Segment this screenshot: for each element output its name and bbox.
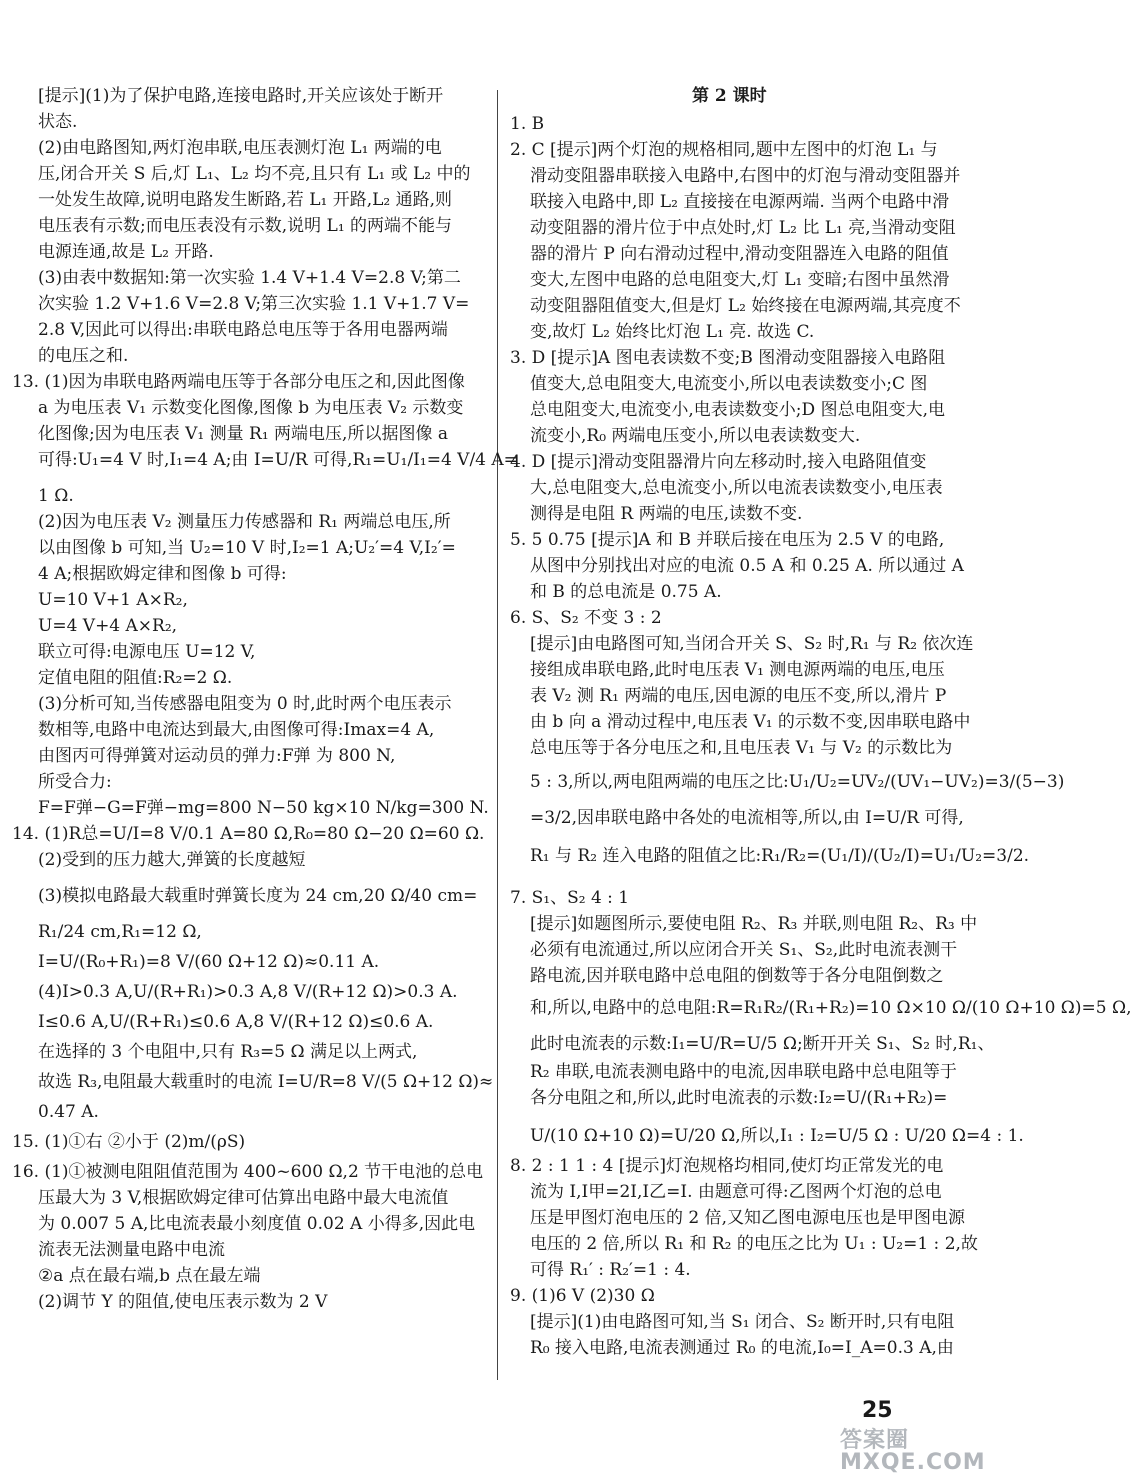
right-text-line: 7. S₁、S₂ 4 : 1 — [510, 888, 630, 908]
left-text-line: (2)调节 Y 的阻值,使电压表示数为 2 V — [38, 1292, 328, 1312]
watermark-logo: 答案圈 MXQE.COM — [840, 1428, 986, 1475]
left-text-line: U=10 V+1 A×R₂, — [38, 590, 188, 610]
left-text-line: (3)由表中数据知:第一次实验 1.4 V+1.4 V=2.8 V;第二 — [38, 268, 461, 288]
left-text-line: U=4 V+4 A×R₂, — [38, 616, 178, 636]
right-text-line: 从图中分别找出对应的电流 0.5 A 和 0.25 A. 所以通过 A — [530, 556, 964, 576]
left-text-line: I=U/(R₀+R₁)=8 V/(60 Ω+12 Ω)≈0.11 A. — [38, 952, 380, 972]
left-text-line: 流表无法测量电路中电流 — [38, 1240, 225, 1260]
right-text-line: 动变阻器的滑片位于中点处时,灯 L₂ 比 L₁ 亮,当滑动变阻 — [530, 218, 956, 238]
left-text-line: 由图丙可得弹簧对运动员的弹力:F弹 为 800 N, — [38, 746, 396, 766]
right-text-line: 3. D [提示]A 图电表读数不变;B 图滑动变阻器接入电路阻 — [510, 348, 946, 368]
left-text-line: 数相等,电路中电流达到最大,由图像可得:Imax=4 A, — [38, 720, 435, 740]
left-text-line: 0.47 A. — [38, 1102, 99, 1122]
page-footer — [820, 1394, 986, 1475]
left-text-line: ②a 点在最右端,b 点在最左端 — [38, 1266, 261, 1286]
left-text-line: 14. (1)R总=U/I=8 V/0.1 A=80 Ω,R₀=80 Ω−20 Ω=60 Ω. — [12, 824, 485, 844]
right-text-line: [提示]由电路图可知,当闭合开关 S、S₂ 时,R₁ 与 R₂ 依次连 — [530, 634, 974, 654]
right-text-line: 可得 R₁′ : R₂′=1 : 4. — [530, 1260, 691, 1280]
right-text-line: U/(10 Ω+10 Ω)=U/20 Ω,所以,I₁ : I₂=U/5 Ω : U/20 Ω=4 : 1. — [530, 1126, 1024, 1146]
left-text-line: (2)因为电压表 V₂ 测量压力传感器和 R₁ 两端总电压,所 — [38, 512, 451, 532]
right-text-line: 表 V₂ 测 R₁ 两端的电压,因电源的电压不变,所以,滑片 P — [530, 686, 947, 706]
right-text-line: 总电阻变大,电流变小,电表读数变小;D 图总电阻变大,电 — [530, 400, 945, 420]
right-text-line: 变,故灯 L₂ 始终比灯泡 L₁ 亮. 故选 C. — [530, 322, 815, 342]
right-text-line: 器的滑片 P 向右滑动过程中,滑动变阻器连入电路的阻值 — [530, 244, 949, 264]
right-text-line: 9. (1)6 V (2)30 Ω — [510, 1286, 655, 1306]
left-text-line: 13. (1)因为串联电路两端电压等于各部分电压之和,因此图像 — [12, 372, 465, 392]
left-text-line: 2.8 V,因此可以得出:串联电路总电压等于各用电器两端 — [38, 320, 448, 340]
left-text-line: 以由图像 b 可知,当 U₂=10 V 时,I₂=1 A;U₂′=4 V,I₂′= — [38, 538, 456, 558]
left-text-line: 电压表有示数;而电压表没有示数,说明 L₁ 的两端不能与 — [38, 216, 453, 236]
left-text-line: (3)分析可知,当传感器电阻变为 0 时,此时两个电压表示 — [38, 694, 452, 714]
right-text-line: 和 B 的总电流是 0.75 A. — [530, 582, 722, 602]
right-text-line: 2. C [提示]两个灯泡的规格相同,题中左图中的灯泡 L₁ 与 — [510, 140, 938, 160]
left-text-line: 故选 R₃,电阻最大载重时的电流 I=U/R=8 V/(5 Ω+12 Ω)≈ — [38, 1072, 494, 1092]
page-number: 25 — [862, 1398, 893, 1423]
left-text-line: 一处发生故障,说明电路发生断路,若 L₁ 开路,L₂ 通路,则 — [38, 190, 453, 210]
left-text-line: (2)由电路图知,两灯泡串联,电压表测灯泡 L₁ 两端的电 — [38, 138, 442, 158]
right-text-line: 各分电阻之和,所以,此时电流表的示数:I₂=U/(R₁+R₂)= — [530, 1088, 948, 1108]
left-text-line: 次实验 1.2 V+1.6 V=2.8 V;第三次实验 1.1 V+1.7 V= — [38, 294, 470, 314]
left-text-line: R₁/24 cm,R₁=12 Ω, — [38, 922, 202, 942]
right-text-line: [提示]如题图所示,要使电阻 R₂、R₃ 并联,则电阻 R₂、R₃ 中 — [530, 914, 978, 934]
left-text-line: 的电压之和. — [38, 346, 129, 366]
left-text-line: a 为电压表 V₁ 示数变化图像,图像 b 为电压表 V₂ 示数变 — [38, 398, 464, 418]
right-text-line: 5 : 3,所以,两电阻两端的电压之比:U₁/U₂=UV₂/(UV₁−UV₂)=3/(5−3) — [530, 772, 1065, 792]
left-text-line: 在选择的 3 个电阻中,只有 R₃=5 Ω 满足以上两式, — [38, 1042, 418, 1062]
right-text-line: 大,总电阻变大,总电流变小,所以电流表读数变小,电压表 — [530, 478, 943, 498]
right-text-line: 此时电流表的示数:I₁=U/R=U/5 Ω;断开开关 S₁、S₂ 时,R₁、 — [530, 1034, 995, 1054]
left-text-line: 1 Ω. — [38, 486, 74, 506]
right-text-line: R₀ 接入电路,电流表测通过 R₀ 的电流,I₀=I_A=0.3 A,由 — [530, 1338, 954, 1358]
left-text-line: (4)I>0.3 A,U/(R+R₁)>0.3 A,8 V/(R+12 Ω)>0.3 A. — [38, 982, 458, 1002]
right-text-line: 流为 I,I甲=2I,I乙=I. 由题意可得:乙图两个灯泡的总电 — [530, 1182, 942, 1202]
left-text-line: 15. (1)①右 ②小于 (2)m/(ρS) — [12, 1132, 246, 1152]
left-text-line: [提示](1)为了保护电路,连接电路时,开关应该处于断开 — [38, 86, 444, 106]
right-text-line: 8. 2 : 1 1 : 4 [提示]灯泡规格均相同,使灯均正常发光的电 — [510, 1156, 944, 1176]
left-text-line: 定值电阻的阻值:R₂=2 Ω. — [38, 668, 233, 688]
left-text-line: F=F弹−G=F弹−mg=800 N−50 kg×10 N/kg=300 N. — [38, 798, 489, 818]
right-text-line: 5. 5 0.75 [提示]A 和 B 并联后接在电压为 2.5 V 的电路, — [510, 530, 945, 550]
right-text-line: 压是甲图灯泡电压的 2 倍,又知乙图电源电压也是甲图电源 — [530, 1208, 966, 1228]
right-text-line: 必须有电流通过,所以应闭合开关 S₁、S₂,此时电流表测干 — [530, 940, 958, 960]
right-text-line: R₁ 与 R₂ 连入电路的阻值之比:R₁/R₂=(U₁/I)/(U₂/I)=U₁/U₂=3/2. — [530, 846, 1030, 866]
right-text-line: 和,所以,电路中的总电阻:R=R₁R₂/(R₁+R₂)=10 Ω×10 Ω/(10 Ω+10 Ω)=5 Ω, — [530, 998, 1131, 1018]
right-text-line: =3/2,因串联电路中各处的电流相等,所以,由 I=U/R 可得, — [530, 808, 964, 828]
right-text-line: 动变阻器阻值变大,但是灯 L₂ 始终接在电源两端,其亮度不 — [530, 296, 961, 316]
left-text-line: I≤0.6 A,U/(R+R₁)≤0.6 A,8 V/(R+12 Ω)≤0.6 A. — [38, 1012, 434, 1032]
left-text-line: 压,闭合开关 S 后,灯 L₁、L₂ 均不亮,且只有 L₁ 或 L₂ 中的 — [38, 164, 471, 184]
left-text-line: (3)模拟电路最大载重时弹簧长度为 24 cm,20 Ω/40 cm= — [38, 886, 478, 906]
right-text-line: 测得是电阻 R 两端的电压,读数不变. — [530, 504, 803, 524]
right-text-line: 变大,左图中电路的总电阻变大,灯 L₁ 变暗;右图中虽然滑 — [530, 270, 950, 290]
right-text-line: 值变大,总电阻变大,电流变小,所以电表读数变小;C 图 — [530, 374, 928, 394]
right-text-line: 滑动变阻器串联接入电路中,右图中的灯泡与滑动变阻器并 — [530, 166, 961, 186]
section-title: 第 2 课时 — [692, 86, 767, 106]
left-text-line: 所受合力: — [38, 772, 112, 792]
left-text-line: 化图像;因为电压表 V₁ 测量 R₁ 两端电压,所以据图像 a — [38, 424, 448, 444]
right-text-line: [提示](1)由电路图可知,当 S₁ 闭合、S₂ 断开时,只有电阻 — [530, 1312, 955, 1332]
left-text-line: 压最大为 3 V,根据欧姆定律可估算出电路中最大电流值 — [38, 1188, 449, 1208]
right-text-line: 流变小,R₀ 两端电压变小,所以电表读数变大. — [530, 426, 861, 446]
left-text-line: 可得:U₁=4 V 时,I₁=4 A;由 I=U/R 可得,R₁=U₁/I₁=4 V/4 A= — [38, 450, 518, 470]
right-text-line: R₂ 串联,电流表测电路中的电流,因串联电路中总电阻等于 — [530, 1062, 957, 1082]
right-text-line: 总电压等于各分电压之和,且电压表 V₁ 与 V₂ 的示数比为 — [530, 738, 953, 758]
left-text-line: 电源连通,故是 L₂ 开路. — [38, 242, 214, 262]
left-text-line: 状态. — [38, 112, 78, 132]
column-divider — [497, 90, 498, 1380]
right-text-line: 接组成串联电路,此时电压表 V₁ 测电源两端的电压,电压 — [530, 660, 945, 680]
right-text-line: 电压的 2 倍,所以 R₁ 和 R₂ 的电压之比为 U₁ : U₂=1 : 2,故 — [530, 1234, 978, 1254]
left-text-line: (2)受到的压力越大,弹簧的长度越短 — [38, 850, 306, 870]
right-text-line: 4. D [提示]滑动变阻器滑片向左移动时,接入电路阻值变 — [510, 452, 927, 472]
left-text-line: 为 0.007 5 A,比电流表最小刻度值 0.02 A 小得多,因此电 — [38, 1214, 476, 1234]
right-text-line: 路电流,因并联电路中总电阻的倒数等于各分电阻倒数之 — [530, 966, 944, 986]
right-text-line: 联接入电路中,即 L₂ 直接接在电源两端. 当两个电路中滑 — [530, 192, 950, 212]
right-text-line: 1. B — [510, 114, 545, 134]
right-text-line: 由 b 向 a 滑动过程中,电压表 V₁ 的示数不变,因串联电路中 — [530, 712, 971, 732]
left-text-line: 联立可得:电源电压 U=12 V, — [38, 642, 256, 662]
left-text-line: 16. (1)①被测电阻阻值范围为 400~600 Ω,2 节干电池的总电 — [12, 1162, 484, 1182]
right-text-line: 6. S、S₂ 不变 3 : 2 — [510, 608, 662, 628]
left-text-line: 4 A;根据欧姆定律和图像 b 可得: — [38, 564, 287, 584]
